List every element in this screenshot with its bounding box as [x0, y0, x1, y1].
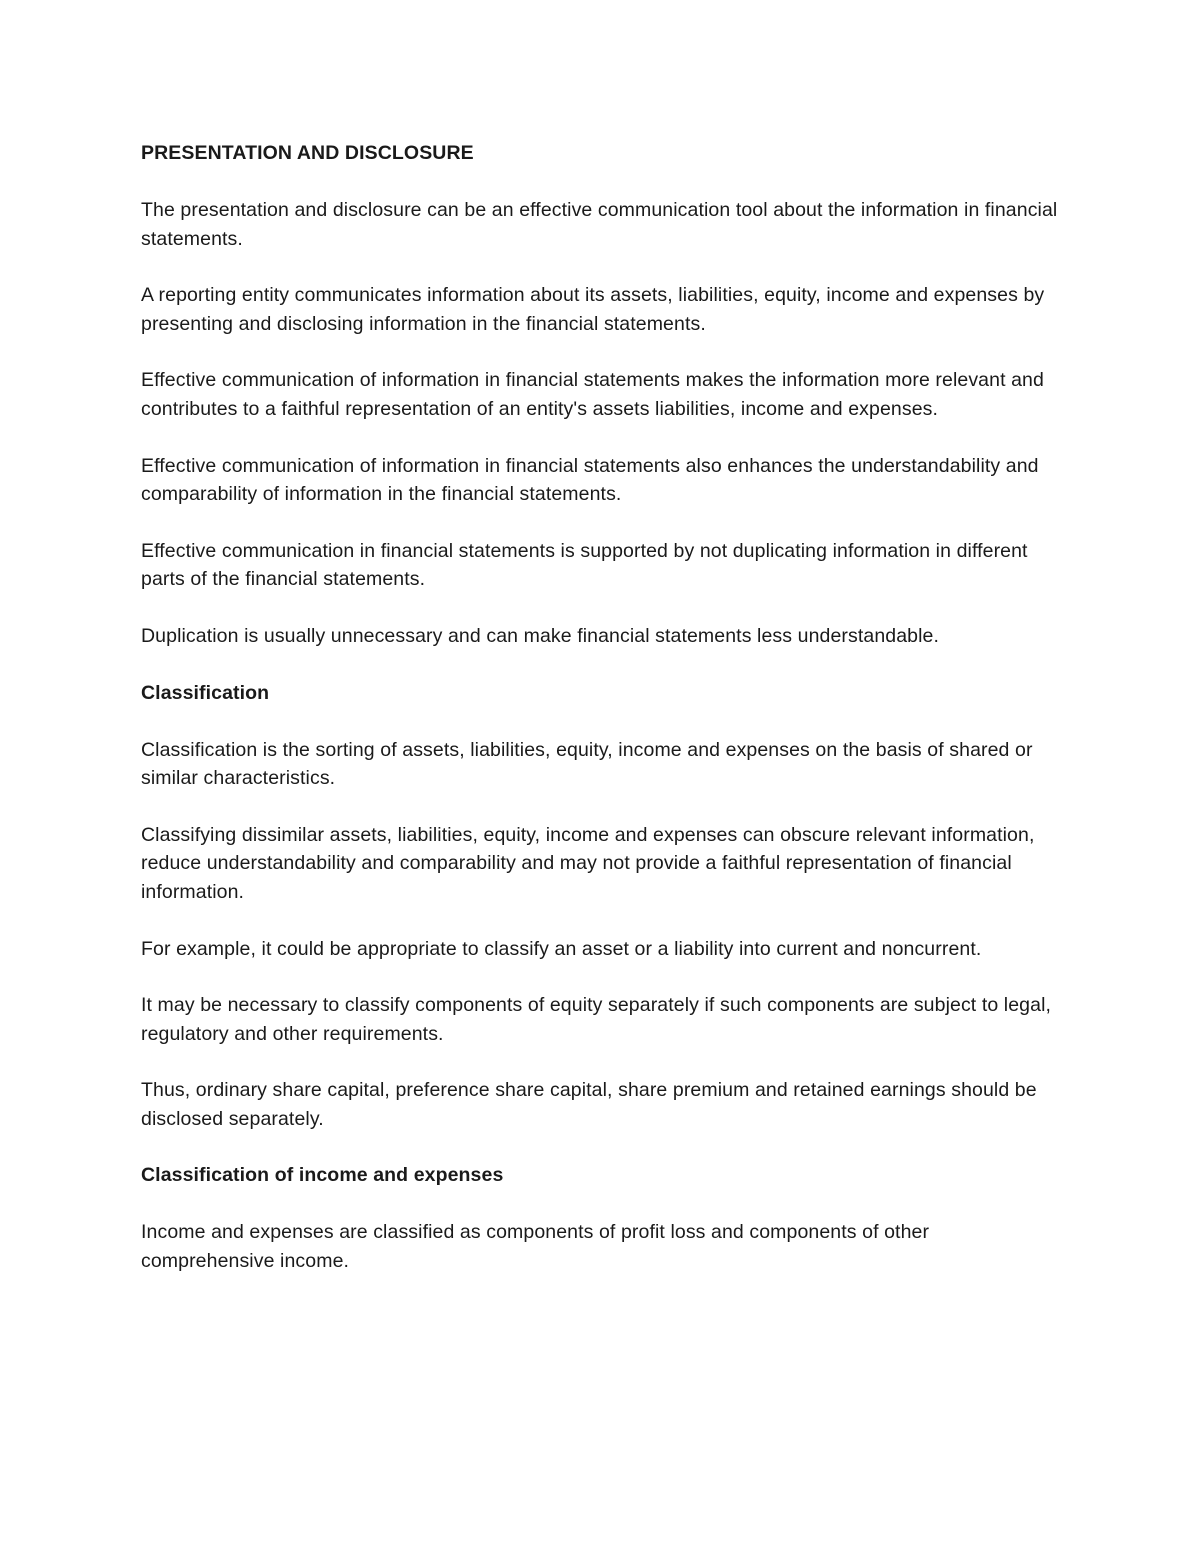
- paragraph: A reporting entity communicates information about its assets, liabilities, equity, income and expenses by presenting and disclosing information in the financial statements.: [141, 284, 1045, 335]
- paragraph: Effective communication of information in financial statements also enhances the understandability and comparability of information in the financial statements.: [141, 454, 1039, 506]
- paragraph: Thus, ordinary share capital, preference share capital, share premium and retained earnings should be disclosed separately.: [141, 1079, 1037, 1130]
- paragraph: The presentation and disclosure can be an effective communication tool about the information in financial statements.: [141, 199, 1058, 250]
- document-page: [141, 139, 1066, 1276]
- section-heading-classification: Classification: [141, 681, 270, 704]
- paragraph: For example, it could be appropriate to classify an asset or a liability into current and noncurrent.: [141, 937, 982, 960]
- section-heading-income-expenses: Classification of income and expenses: [141, 1164, 504, 1187]
- paragraph: Duplication is usually unnecessary and can make financial statements less understandable.: [141, 624, 940, 647]
- paragraph: Effective communication of information in financial statements makes the information more relevant and contributes to a faithful representation of an entity's assets liabilities, income and expenses.: [141, 369, 1044, 420]
- paragraph: Income and expenses are classified as components of profit loss and components of other comprehensive income.: [141, 1221, 930, 1273]
- paragraph: Effective communication in financial statements is supported by not duplicating information in different parts of the financial statements.: [141, 539, 1028, 591]
- paragraph: Classifying dissimilar assets, liabilities, equity, income and expenses can obscure relevant information, reduce understandability and comparability and may not provide a faithful representation of financial information.: [141, 823, 1035, 903]
- paragraph: It may be necessary to classify components of equity separately if such components are subject to legal, regulatory and other requirements.: [141, 994, 1052, 1045]
- paragraph: Classification is the sorting of assets, liabilities, equity, income and expenses on the basis of shared or similar characteristics.: [141, 738, 1033, 790]
- document-title: PRESENTATION AND DISCLOSURE: [141, 142, 474, 164]
